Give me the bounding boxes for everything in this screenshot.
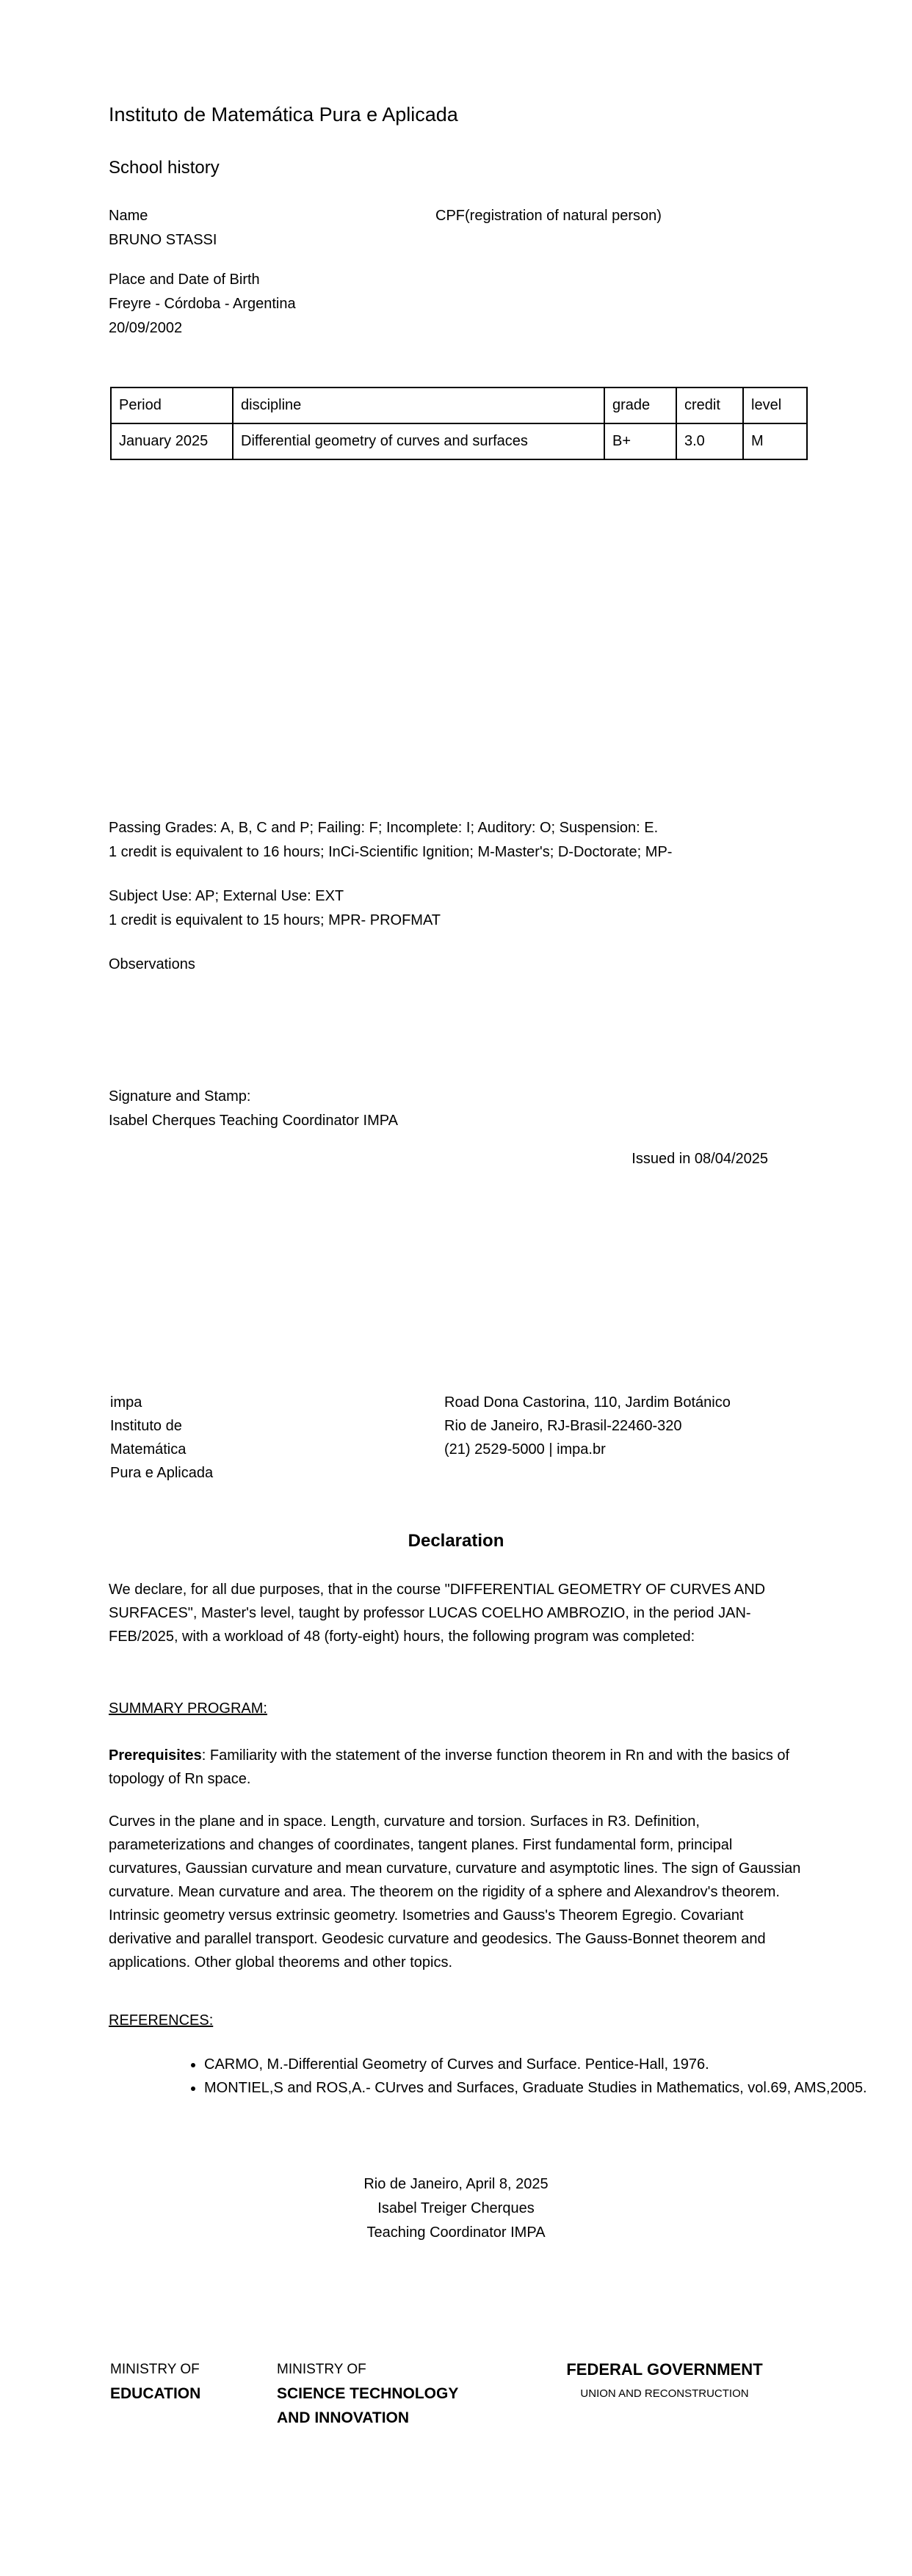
closing-name: Isabel Treiger Cherques [377,2200,535,2216]
federal-government-label: FEDERAL GOVERNMENT [566,2360,763,2379]
address-phone-site: (21) 2529-5000 | impa.br [444,1441,606,1458]
document-title: School history [109,158,220,178]
logo-line-impa: impa [110,1394,142,1411]
footer-federal-government [543,2357,786,2406]
summary-program-heading: SUMMARY PROGRAM: [109,1700,267,1717]
cell-level: M [743,423,807,459]
reference-item: • CARMO, M.-Differential Geometry of Curves and Surface. Pentice-Hall, 1976. [204,2053,898,2076]
institute-title: Instituto de Matemática Pura e Aplicada [109,103,458,125]
logo-line-matematica: Matemática [110,1441,187,1458]
footer-ministry-science [277,2357,458,2430]
grades-table [110,387,808,460]
address-street: Road Dona Castorina, 110, Jardim Botánico [444,1394,731,1411]
name-value: BRUNO STASSI [109,232,217,248]
union-reconstruction-label: UNION AND RECONSTRUCTION [580,2387,749,2400]
institute-logo-text [110,1391,213,1485]
declaration-body: We declare, for all due purposes, that in the course "DIFFERENTIAL GEOMETRY OF CURVES AND SURFACES", Master's level, taught by professor LUCAS COELHO AMBROZIO, in the period JAN-FEB/2025, with a workload of 48 (forty-eight) hours, the following program was completed: [109,1582,766,1645]
declaration-title: Declaration [408,1531,504,1551]
references-list [110,2053,898,2100]
col-header-grade: grade [604,388,676,423]
and-innovation-label: AND INNOVATION [277,2409,410,2426]
footer-ministry-education [110,2357,200,2406]
closing-block [0,2172,912,2245]
logo-line-pura: Pura e Aplicada [110,1465,214,1481]
grades-table-data-row [111,423,807,459]
grades-table-header-row [111,388,807,423]
prerequisites-paragraph [109,1744,806,1791]
birth-label: Place and Date of Birth [109,272,260,288]
observations-label: Observations [109,956,195,972]
grading-notes-block-2 [109,884,821,933]
prerequisites-label: Prerequisites [109,1747,202,1764]
education-label: EDUCATION [110,2385,201,2402]
credit-15h-line: 1 credit is equivalent to 15 hours; MPR- PROFMAT [109,912,441,928]
cell-discipline: Differential geometry of curves and surfaces [233,423,604,459]
prerequisites-text: : Familiarity with the statement of the inverse function theorem in Rn and with the basics of topology of Rn space. [109,1747,790,1787]
closing-place-date: Rio de Janeiro, April 8, 2025 [363,2176,549,2192]
institute-contact-block [444,1391,731,1461]
name-label: Name [109,208,148,224]
cell-grade: B+ [604,423,676,459]
subject-use-line: Subject Use: AP; External Use: EXT [109,888,344,904]
birth-date: 20/09/2002 [109,320,183,336]
col-header-period: Period [111,388,233,423]
col-header-level: level [743,388,807,423]
science-technology-label: SCIENCE TECHNOLOGY [277,2385,459,2402]
col-header-credit: credit [676,388,743,423]
cell-period: January 2025 [111,423,233,459]
reference-item: • MONTIEL,S and ROS,A.- CUrves and Surfaces, Graduate Studies in Mathematics, vol.69, AMS,2005. [204,2076,898,2100]
signature-name: Isabel Cherques Teaching Coordinator IMPA [109,1113,398,1129]
logo-line-instituto: Instituto de [110,1418,182,1434]
ministry-of-label: MINISTRY OF [110,2362,200,2377]
grading-notes-block-1 [109,816,821,865]
birth-place: Freyre - Córdoba - Argentina [109,296,296,312]
issued-date: Issued in 08/04/2025 [631,1151,768,1167]
address-city: Rio de Janeiro, RJ-Brasil-22460-320 [444,1418,682,1434]
ministry-of-label: MINISTRY OF [277,2362,366,2377]
signature-label: Signature and Stamp: [109,1088,251,1105]
closing-role: Teaching Coordinator IMPA [366,2224,546,2241]
cpf-label: CPF(registration of natural person) [435,208,662,224]
cell-credit: 3.0 [676,423,743,459]
credit-16h-line: 1 credit is equivalent to 16 hours; InCi-Scientific Ignition; M-Master's; D-Doctorate; MP- [109,844,673,860]
references-heading: REFERENCES: [109,2012,214,2029]
passing-grades-line: Passing Grades: A, B, C and P; Failing: F; Incomplete: I; Auditory: O; Suspension: E. [109,820,659,836]
col-header-discipline: discipline [233,388,604,423]
program-paragraph: Curves in the plane and in space. Length, curvature and torsion. Surfaces in R3. Definition, parameterizations and changes of coordinates, tangent planes. First fundamental form, principal curvatures, Gaussian curvature and mean curvature, curvature and asymptotic lines. The sign of Gaussian curvature. Mean curvature and area. The theorem on the rigidity of a sphere and Alexandrov's theorem. Intrinsic geometry versus extrinsic geometry. Isometries and Gauss's Theorem Egregio. Covariant derivative and parallel transport. Geodesic curvature and geodesics. The Gauss-Bonnet theorem and applications. Other global theorems and other topics. [109,1813,801,1971]
